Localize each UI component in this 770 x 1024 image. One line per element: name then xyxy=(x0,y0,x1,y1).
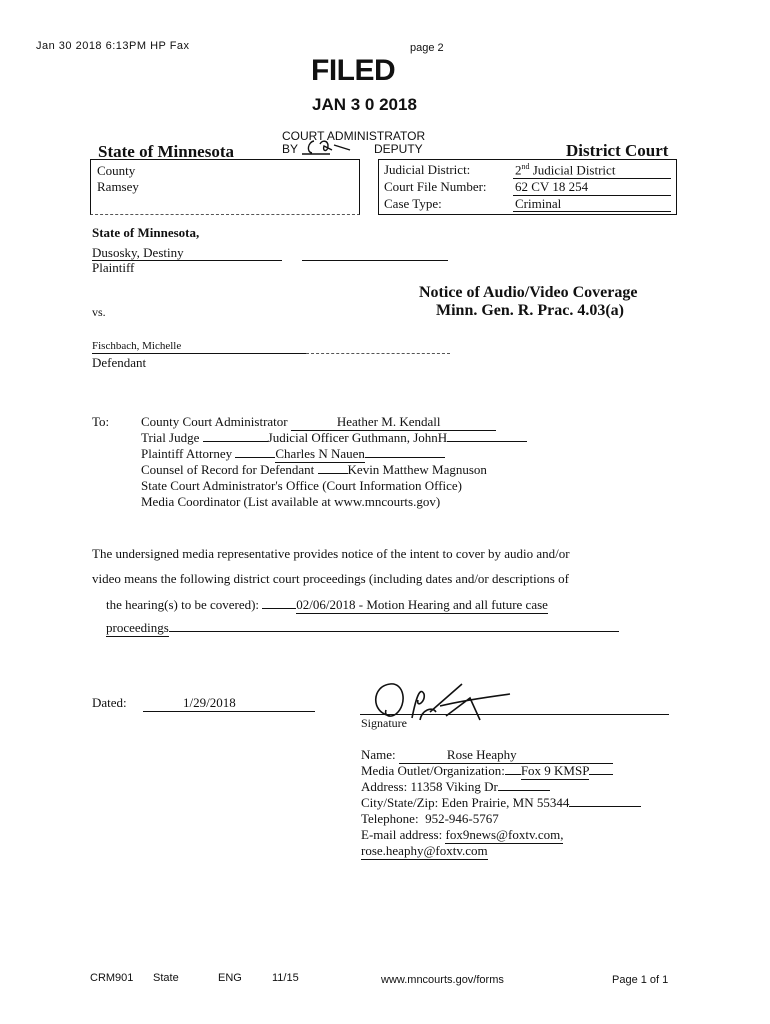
to-media-coordinator: Media Coordinator (List available at www.mncourts.gov) xyxy=(141,494,441,509)
body-line-4: proceedings xyxy=(106,620,619,637)
to-trial-judge: Trial Judge Judicial Officer Guthmann, JohnH xyxy=(141,430,527,446)
court-administrator-label: COURT ADMINISTRATOR xyxy=(282,129,426,143)
footer-date: 11/15 xyxy=(272,972,299,984)
footer-language: ENG xyxy=(218,972,242,984)
county-label: County xyxy=(97,163,136,178)
notice-rule: Minn. Gen. R. Prac. 4.03(a) xyxy=(436,302,624,319)
court-heading: District Court xyxy=(566,141,669,160)
footer-category: State xyxy=(153,972,179,984)
footer-page: Page 1 of 1 xyxy=(612,974,669,986)
body-line-2: video means the following district court proceedings (including dates and/or descriptions of xyxy=(92,571,569,586)
state-of-minnesota-party: State of Minnesota, xyxy=(92,225,200,240)
plaintiff-label: Plaintiff xyxy=(92,260,135,275)
email-row-2: rose.heaphy@foxtv.com xyxy=(361,843,488,858)
state-heading: State of Minnesota xyxy=(98,142,234,161)
defendant-label: Defendant xyxy=(92,355,147,370)
to-plaintiff-attorney: Plaintiff Attorney Charles N Nauen xyxy=(141,446,445,463)
vs-label: vs. xyxy=(92,305,106,319)
to-defense-counsel: Counsel of Record for Defendant Kevin Matthew Magnuson xyxy=(141,462,487,477)
notice-title: Notice of Audio/Video Coverage xyxy=(419,284,638,301)
court-file-number-value: 62 CV 18 254 xyxy=(515,179,589,194)
dated-value: 1/29/2018 xyxy=(143,695,315,712)
defendant-name: Fischbach, Michelle xyxy=(92,340,182,352)
email-row: E-mail address: fox9news@foxtv.com, xyxy=(361,827,564,842)
plaintiff-name: Dusosky, Destiny xyxy=(92,245,184,260)
address-row: Address: 11358 Viking Dr xyxy=(361,779,550,795)
signature-label: Signature xyxy=(361,716,407,730)
body-line-3: the hearing(s) to be covered): 02/06/2018 - Motion Hearing and all future case xyxy=(106,597,548,612)
case-info-box xyxy=(378,159,677,215)
telephone-row: Telephone: 952-946-5767 xyxy=(361,811,499,826)
case-type-label: Case Type: xyxy=(384,196,442,211)
court-file-number-label: Court File Number: xyxy=(384,179,487,194)
footer-url[interactable]: www.mncourts.gov/forms xyxy=(381,974,504,986)
fax-page: page 2 xyxy=(410,42,444,54)
media-outlet-row: Media Outlet/Organization: Fox 9 KMSP xyxy=(361,763,613,780)
judicial-district-value: 2nd Judicial District xyxy=(515,162,616,178)
to-label: To: xyxy=(92,414,110,429)
clerk-initials-icon xyxy=(300,136,360,158)
stamp-deputy: DEPUTY xyxy=(374,142,423,156)
filed-stamp: FILED xyxy=(311,54,396,87)
dated-label: Dated: xyxy=(92,695,127,710)
judicial-district-label: Judicial District: xyxy=(384,162,471,177)
county-box xyxy=(90,159,360,215)
name-row: Name: Rose Heaphy xyxy=(361,747,613,764)
footer-form: CRM901 xyxy=(90,972,134,984)
stamp-by: BY xyxy=(282,142,299,156)
body-line-1: The undersigned media representative provides notice of the intent to cover by audio and/or xyxy=(92,546,570,561)
county-name: Ramsey xyxy=(97,179,139,194)
case-type-value: Criminal xyxy=(515,196,562,211)
fax-header: Jan 30 2018 6:13PM HP Fax xyxy=(36,40,190,52)
filed-date: JAN 3 0 2018 xyxy=(312,95,417,114)
to-state-court-admin: State Court Administrator's Office (Court Information Office) xyxy=(141,478,463,493)
city-state-zip-row: City/State/Zip: Eden Prairie, MN 55344 xyxy=(361,795,641,811)
to-county-administrator: County Court Administrator Heather M. Kendall xyxy=(141,414,496,431)
